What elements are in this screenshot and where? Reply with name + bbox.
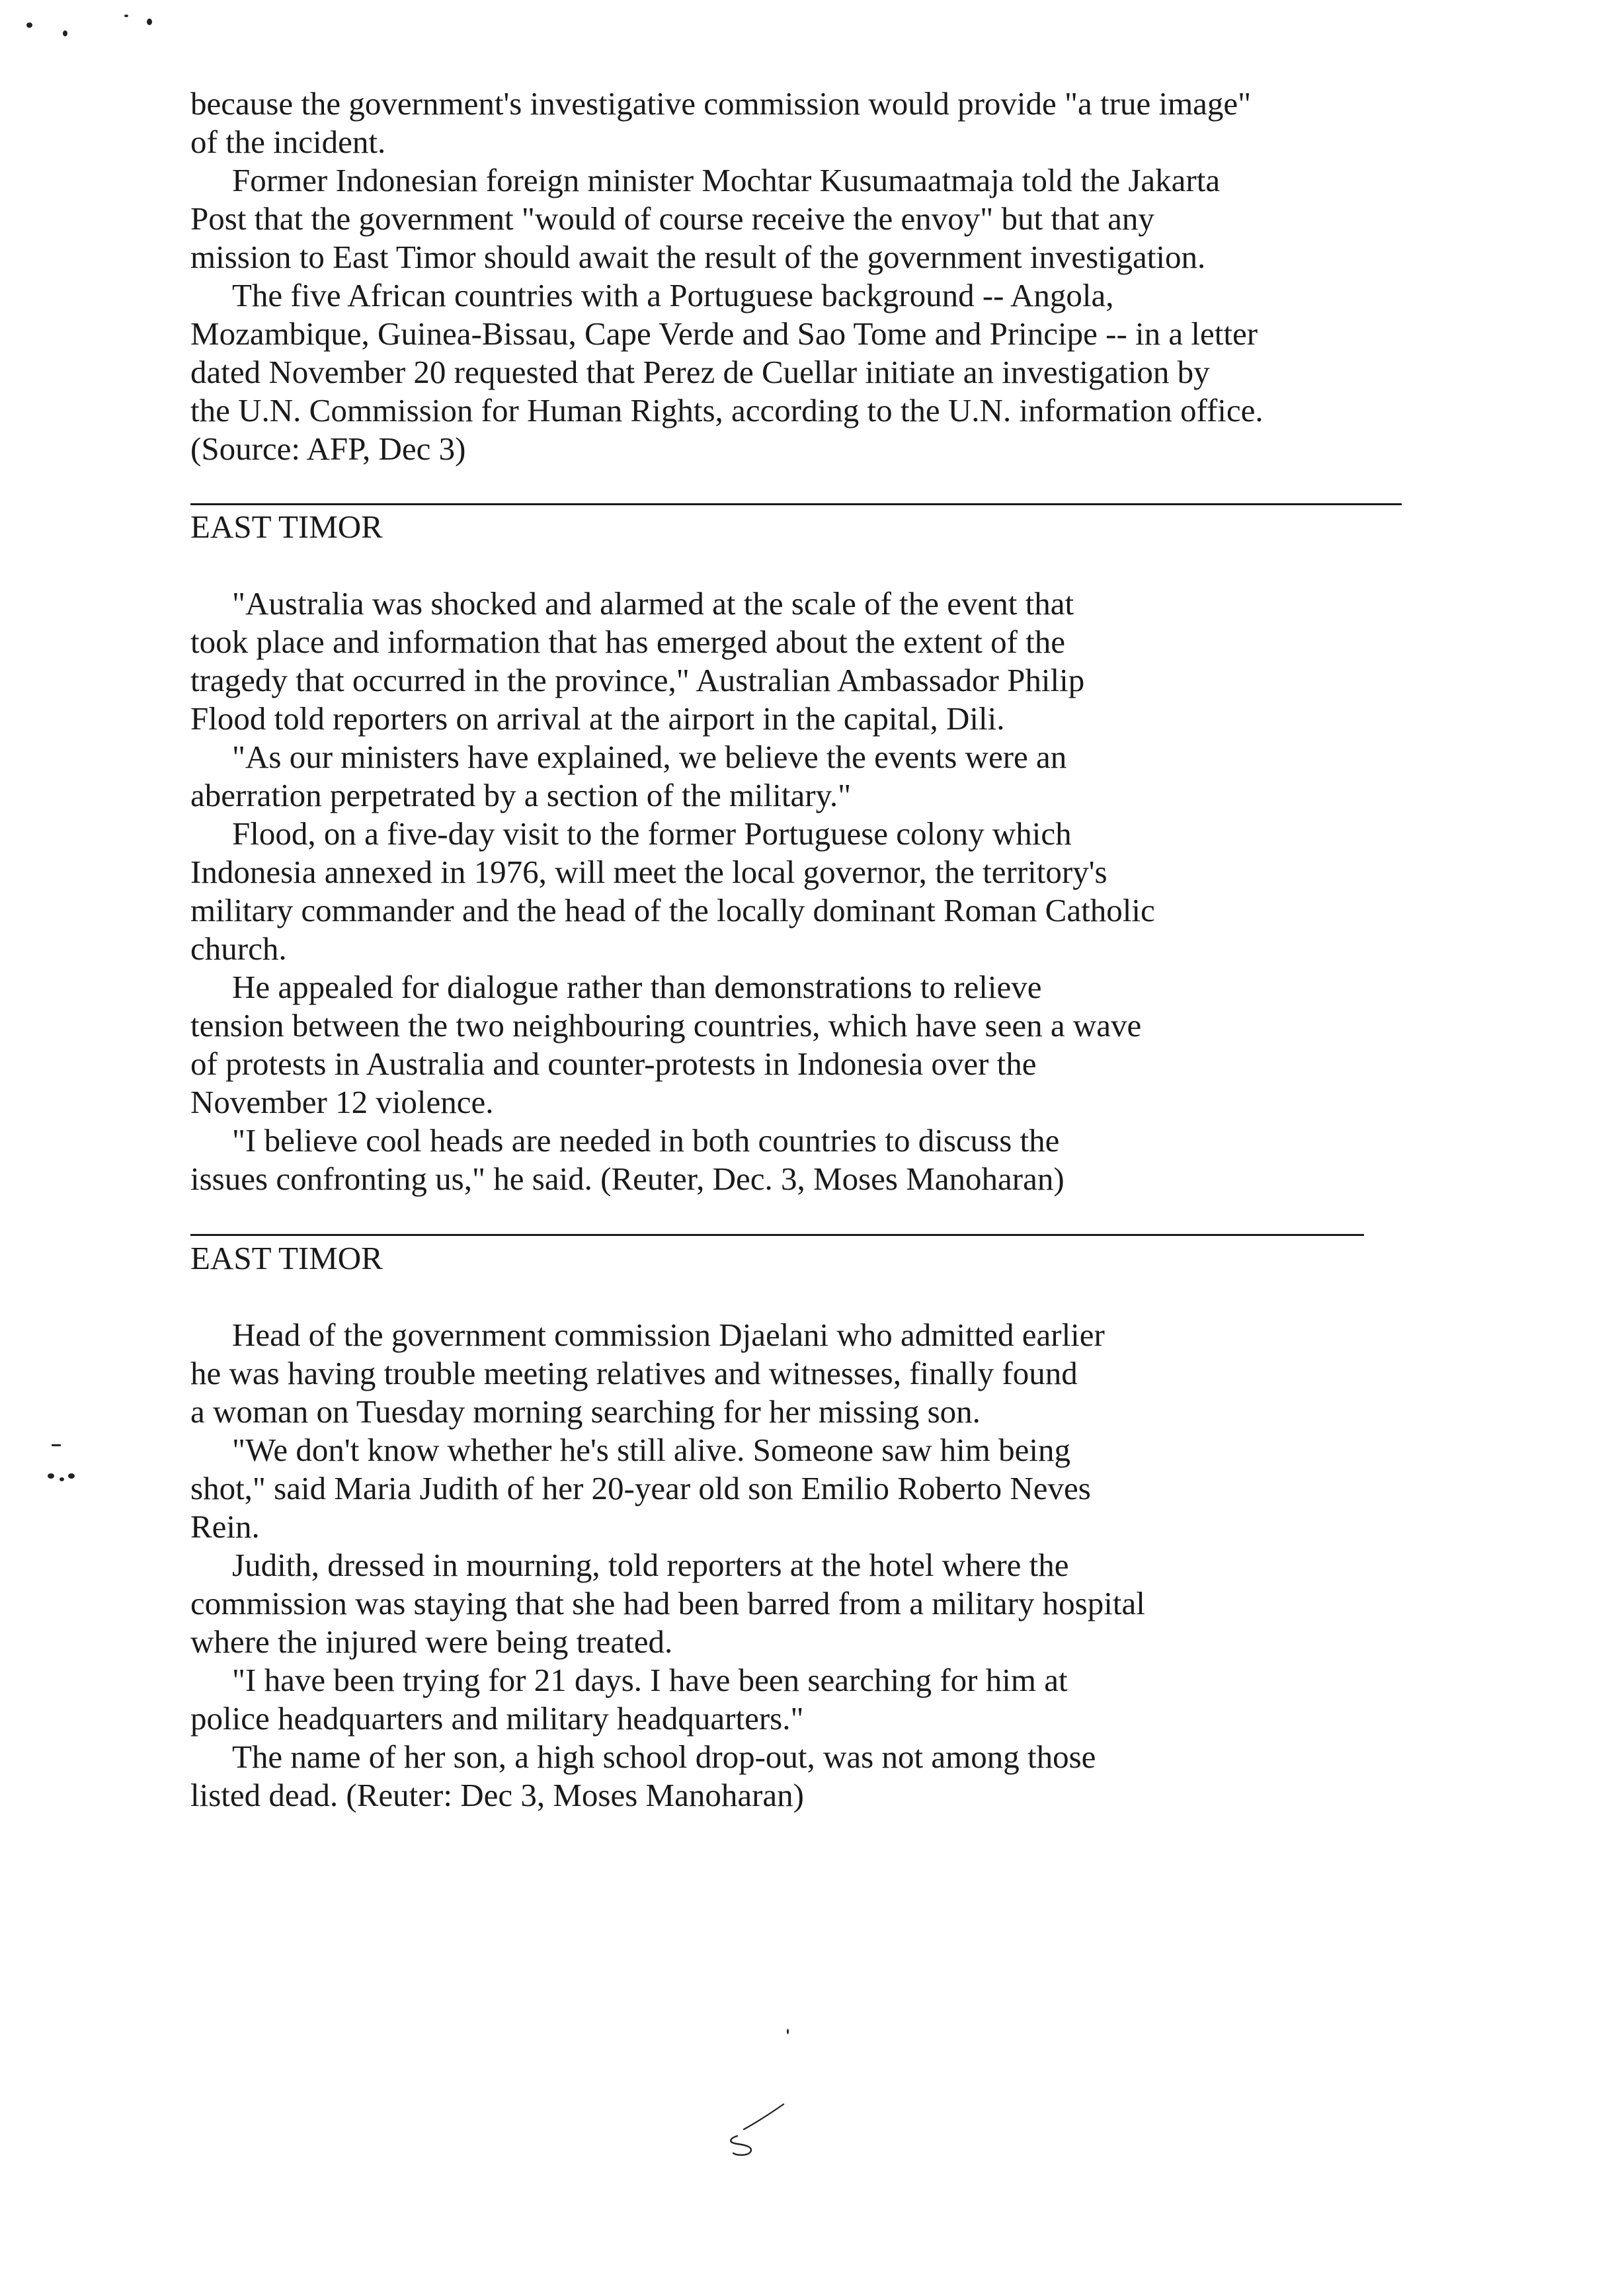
paragraph-line: "As our ministers have explained, we believe the events were an (232, 739, 1067, 775)
paragraph-line: tension between the two neighbouring countries, which have seen a wave (190, 1007, 1142, 1044)
paragraph-line: "Australia was shocked and alarmed at the scale of the event that (232, 585, 1074, 622)
paragraph-line: church. (190, 930, 287, 967)
paragraph-line: the U.N. Commission for Human Rights, according to the U.N. information office. (190, 392, 1264, 429)
scan-speck (147, 19, 152, 25)
paragraph-line: "We don't know whether he's still alive. Someone saw him being (232, 1432, 1071, 1468)
section-heading: EAST TIMOR (190, 509, 383, 545)
paragraph-line: "I have been trying for 21 days. I have been searching for him at (232, 1662, 1068, 1698)
paragraph-line: Flood told reporters on arrival at the airport in the capital, Dili. (190, 700, 1005, 737)
paragraph-line: Former Indonesian foreign minister Mochtar Kusumaatmaja told the Jakarta (232, 162, 1221, 198)
paragraph-line: He appealed for dialogue rather than demonstrations to relieve (232, 969, 1042, 1005)
paragraph-line: because the government's investigative commission would provide "a true image" (190, 85, 1252, 122)
paragraph-line: he was having trouble meeting relatives and witnesses, finally found (190, 1355, 1078, 1391)
paragraph-line: took place and information that has emerged about the extent of the (190, 624, 1066, 660)
paragraph-line: mission to East Timor should await the result of the government investigation. (190, 239, 1206, 275)
scan-speck (124, 15, 128, 17)
margin-mark (68, 1473, 75, 1479)
scan-speck (787, 2029, 789, 2034)
paragraph-line: The name of her son, a high school drop-out, was not among those (232, 1739, 1096, 1775)
paragraph-line: a woman on Tuesday morning searching for her missing son. (190, 1393, 981, 1430)
paragraph-line: The five African countries with a Portuguese background -- Angola, (232, 277, 1114, 313)
paragraph-line: where the injured were being treated. (190, 1623, 673, 1660)
margin-mark (48, 1473, 54, 1479)
paragraph-line: commission was staying that she had been barred from a military hospital (190, 1585, 1145, 1621)
paragraph-line: (Source: AFP, Dec 3) (190, 430, 466, 467)
scan-speck (26, 22, 32, 28)
paragraph-line: police headquarters and military headquarters." (190, 1700, 804, 1737)
paragraph-line: Head of the government commission Djaelani who admitted earlier (232, 1317, 1105, 1353)
margin-mark (60, 1477, 64, 1481)
scan-speck (63, 30, 67, 36)
paragraph-line: of the incident. (190, 124, 386, 160)
section-divider (190, 1234, 1364, 1236)
margin-mark (52, 1444, 61, 1446)
paragraph-line: Judith, dressed in mourning, told reporters at the hotel where the (232, 1547, 1069, 1583)
paragraph-line: "I believe cool heads are needed in both countries to discuss the (232, 1122, 1060, 1159)
paragraph-line: Flood, on a five-day visit to the former Portuguese colony which (232, 815, 1072, 852)
paragraph-line: Post that the government "would of course receive the envoy" but that any (190, 200, 1154, 237)
paragraph-line: listed dead. (Reuter: Dec 3, Moses Manoharan) (190, 1777, 804, 1813)
paragraph-line: dated November 20 requested that Perez de Cuellar initiate an investigation by (190, 354, 1210, 390)
section-divider (190, 503, 1402, 505)
paragraph-line: Indonesia annexed in 1976, will meet the local governor, the territory's (190, 854, 1107, 890)
paragraph-line: shot," said Maria Judith of her 20-year old son Emilio Roberto Neves (190, 1470, 1091, 1506)
paragraph-line: November 12 violence. (190, 1084, 494, 1120)
paragraph-line: Mozambique, Guinea-Bissau, Cape Verde and Sao Tome and Principe -- in a letter (190, 315, 1258, 352)
paragraph-line: issues confronting us," he said. (Reuter, Dec. 3, Moses Manoharan) (190, 1161, 1065, 1197)
paragraph-line: tragedy that occurred in the province," Australian Ambassador Philip (190, 662, 1085, 698)
section-heading: EAST TIMOR (190, 1240, 383, 1276)
paragraph-line: aberration perpetrated by a section of the military." (190, 777, 852, 813)
handwritten-page-number (717, 2090, 790, 2162)
paragraph-line: of protests in Australia and counter-protests in Indonesia over the (190, 1046, 1037, 1082)
paragraph-line: Rein. (190, 1508, 260, 1545)
paragraph-line: military commander and the head of the locally dominant Roman Catholic (190, 892, 1155, 928)
